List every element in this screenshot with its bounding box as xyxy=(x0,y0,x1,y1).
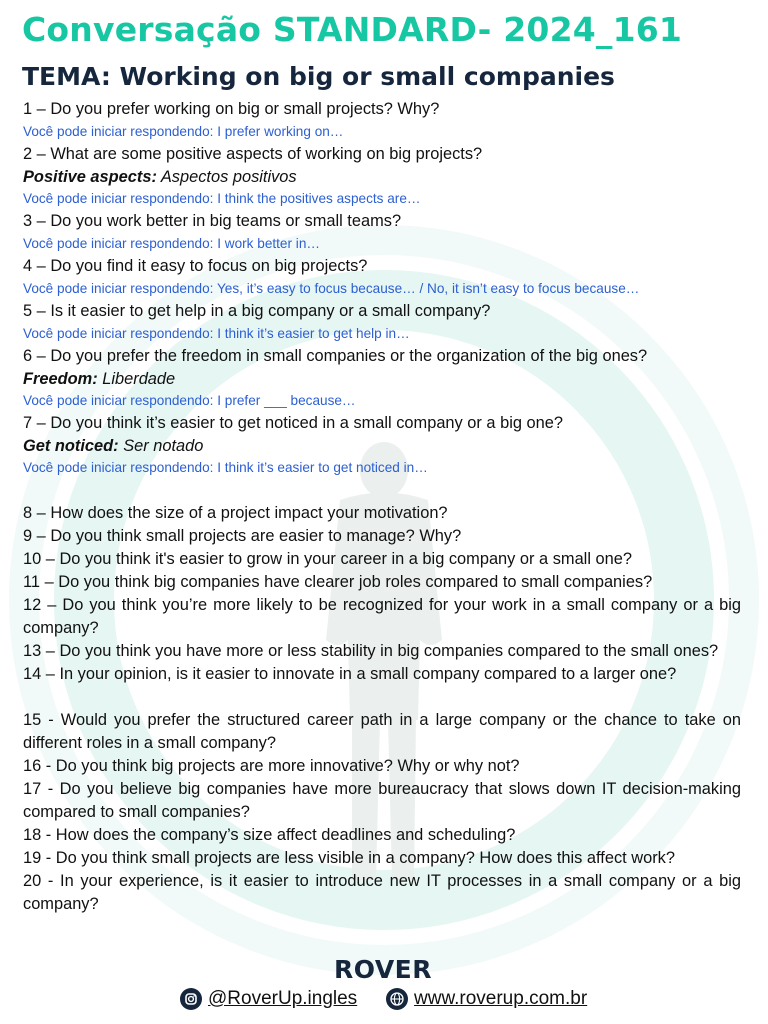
question-19: 19 - Do you think small projects are less visible in a company? How does this affect work? xyxy=(23,849,675,867)
question-17: 17 - Do you believe big companies have more bureaucracy that slows down IT decision-making compared to small companies? xyxy=(23,780,741,821)
vocab-translation: Ser notado xyxy=(123,437,204,455)
page-title: Conversação STANDARD- 2024_161 xyxy=(22,10,683,49)
question-6: 6 – Do you prefer the freedom in small companies or the organization of the big ones? xyxy=(23,347,648,365)
vocab-term: Get noticed: xyxy=(23,437,119,455)
instagram-handle: @RoverUp.ingles xyxy=(208,988,358,1009)
website-link[interactable] xyxy=(386,988,587,1010)
answer-hint-4: Você pode iniciar respondendo: Yes, it’s easy to focus because… / No, it isn’t easy to focus because… xyxy=(23,281,640,296)
instagram-link[interactable] xyxy=(180,988,357,1010)
answer-hint-2: Você pode iniciar respondendo: I think the positives aspects are… xyxy=(23,191,421,206)
question-list xyxy=(23,98,741,916)
brand-logo: ROVER xyxy=(333,955,432,984)
globe-icon xyxy=(386,988,408,1010)
question-12: 12 – Do you think you’re more likely to be recognized for your work in a small company or a big company? xyxy=(23,596,741,637)
question-1: 1 – Do you prefer working on big or small projects? Why? xyxy=(23,100,440,118)
vocab-term: Positive aspects: xyxy=(23,168,157,186)
question-11: 11 – Do you think big companies have clearer job roles compared to small companies? xyxy=(23,573,653,591)
question-5: 5 – Is it easier to get help in a big company or a small company? xyxy=(23,302,491,320)
answer-hint-5: Você pode iniciar respondendo: I think it’s easier to get help in… xyxy=(23,326,410,341)
question-10: 10 – Do you think it's easier to grow in your career in a big company or a small one? xyxy=(23,550,632,568)
answer-hint-6: Você pode iniciar respondendo: I prefer ___ because… xyxy=(23,393,356,408)
question-15: 15 - Would you prefer the structured career path in a large company or the chance to take on different roles in a small company? xyxy=(23,711,741,752)
vocab-positive-aspects xyxy=(23,166,741,188)
vocab-translation: Aspectos positivos xyxy=(160,168,297,186)
question-7: 7 – Do you think it’s easier to get noticed in a small company or a big one? xyxy=(23,414,563,432)
vocab-get-noticed xyxy=(23,435,741,457)
website-url: www.roverup.com.br xyxy=(414,988,588,1009)
question-16: 16 - Do you think big projects are more innovative? Why or why not? xyxy=(23,757,520,775)
vocab-translation: Liberdade xyxy=(102,370,176,388)
topic-heading: TEMA: Working on big or small companies xyxy=(22,62,615,91)
question-3: 3 – Do you work better in big teams or small teams? xyxy=(23,212,402,230)
question-14: 14 – In your opinion, is it easier to innovate in a small company compared to a larger one? xyxy=(23,665,677,683)
question-2: 2 – What are some positive aspects of working on big projects? xyxy=(23,145,483,163)
vocab-freedom xyxy=(23,368,741,390)
vocab-term: Freedom: xyxy=(23,370,98,388)
answer-hint-3: Você pode iniciar respondendo: I work better in… xyxy=(23,236,320,251)
question-9: 9 – Do you think small projects are easier to manage? Why? xyxy=(23,527,462,545)
instagram-icon xyxy=(180,988,202,1010)
spacer xyxy=(23,479,741,502)
question-4: 4 – Do you find it easy to focus on big projects? xyxy=(23,257,368,275)
question-13: 13 – Do you think you have more or less stability in big companies compared to the small ones? xyxy=(23,642,719,660)
answer-hint-7: Você pode iniciar respondendo: I think it’s easier to get noticed in… xyxy=(23,460,428,475)
social-links xyxy=(180,988,640,1016)
question-8: 8 – How does the size of a project impact your motivation? xyxy=(23,504,448,522)
question-18: 18 - How does the company’s size affect deadlines and scheduling? xyxy=(23,826,516,844)
answer-hint-1: Você pode iniciar respondendo: I prefer working on… xyxy=(23,124,344,139)
spacer xyxy=(23,686,741,709)
question-20: 20 - In your experience, is it easier to introduce new IT processes in a small company or a big company? xyxy=(23,872,741,913)
